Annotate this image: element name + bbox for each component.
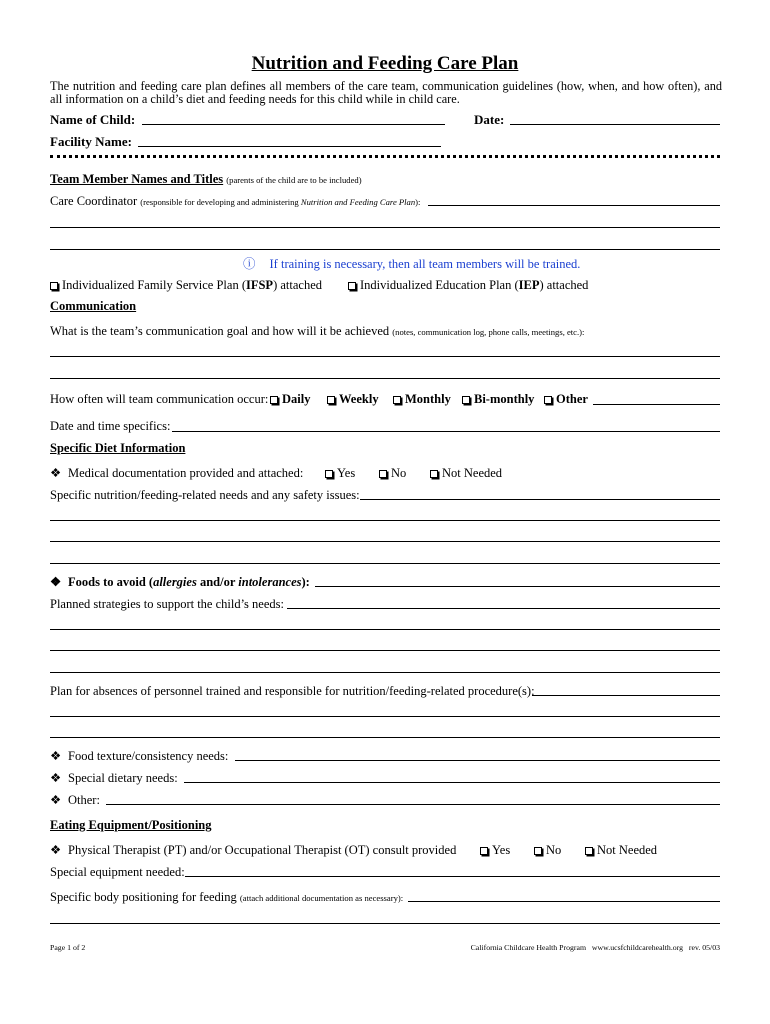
positioning-label <box>50 890 403 906</box>
facility-name-field[interactable] <box>138 146 441 147</box>
other-needs-text: Other: <box>68 793 100 807</box>
team-line-1[interactable] <box>50 227 720 228</box>
communication-line-1[interactable] <box>50 356 720 357</box>
footer-rev: rev. 05/03 <box>688 943 720 952</box>
intro-paragraph: The nutrition and feeding care plan defines all members of the care team, communication guidelines (how, when, and how often), and all information on a child’s diet and feeding needs for this child while in child care. <box>50 79 722 106</box>
footer-website: www.ucsfchildcarehealth.org <box>591 943 684 952</box>
medical-not-needed-checkbox[interactable] <box>430 470 438 478</box>
facility-name-label: Facility Name: <box>50 134 132 149</box>
weekly-checkbox[interactable] <box>327 396 335 404</box>
communication-line-2[interactable] <box>50 378 720 379</box>
ptot-yes-label: Yes <box>492 843 511 857</box>
date-label: Date: <box>474 112 505 127</box>
medical-yes-checkbox[interactable] <box>325 470 333 478</box>
option-daily[interactable] <box>270 392 310 407</box>
foods-avoid-label <box>50 575 310 590</box>
ptot-no-label: No <box>546 843 562 857</box>
weekly-label: Weekly <box>339 392 379 406</box>
medical-doc-text: Medical documentation provided and attached: <box>68 466 304 480</box>
texture-label <box>50 749 228 764</box>
positioning-note: (attach additional documentation as necessary): <box>239 893 404 903</box>
special-dietary-field[interactable] <box>184 782 720 783</box>
other-frequency-field[interactable] <box>593 404 720 405</box>
foods-avoid-intolerances: intolerances <box>238 575 302 589</box>
ifsp-checkbox-row[interactable] <box>50 278 322 293</box>
footer-program: California Childcare Health Program <box>470 943 587 952</box>
monthly-label: Monthly <box>405 392 451 406</box>
ifsp-checkbox[interactable] <box>50 282 58 290</box>
special-equipment-label: Special equipment needed: <box>50 865 185 879</box>
medical-not-needed[interactable] <box>430 466 502 481</box>
date-field[interactable] <box>510 124 720 125</box>
ptot-no[interactable] <box>534 843 561 858</box>
foods-avoid-b: ): <box>301 575 310 589</box>
date-time-label: Date and time specifics: <box>50 419 171 433</box>
info-icon: ⓘ <box>243 257 256 271</box>
ifsp-label-bold: IFSP <box>245 278 274 292</box>
diet-heading: Specific Diet Information <box>50 441 186 455</box>
absences-line-2[interactable] <box>50 737 720 738</box>
other-checkbox[interactable] <box>544 396 552 404</box>
medical-no[interactable] <box>379 466 406 481</box>
team-heading-row <box>50 172 362 188</box>
team-heading: Team Member Names and Titles <box>50 172 224 186</box>
ptot-not-needed-label: Not Needed <box>597 843 658 857</box>
bullet-icon: ❖ <box>50 575 62 589</box>
communication-goal-label <box>50 324 584 340</box>
ptot-yes[interactable] <box>480 843 510 858</box>
bullet-icon: ❖ <box>50 466 62 480</box>
date-time-field[interactable] <box>172 431 720 432</box>
positioning-field[interactable] <box>408 901 720 902</box>
strategies-line-1[interactable] <box>50 629 720 630</box>
page-title: Nutrition and Feeding Care Plan <box>251 53 519 74</box>
texture-text: Food texture/consistency needs: <box>68 749 229 763</box>
ifsp-label-a: Individualized Family Service Plan ( <box>62 278 246 292</box>
equipment-heading: Eating Equipment/Positioning <box>50 818 212 832</box>
care-coordinator-field[interactable] <box>428 205 720 206</box>
ptot-not-needed[interactable] <box>585 843 657 858</box>
bullet-icon: ❖ <box>50 793 62 807</box>
ptot-yes-checkbox[interactable] <box>480 847 488 855</box>
pt-ot-text: Physical Therapist (PT) and/or Occupational Therapist (OT) consult provided <box>68 843 457 857</box>
bullet-icon: ❖ <box>50 843 62 857</box>
special-dietary-label <box>50 771 178 786</box>
specific-needs-line-1[interactable] <box>50 520 720 521</box>
communication-heading: Communication <box>50 299 137 313</box>
ptot-no-checkbox[interactable] <box>534 847 542 855</box>
bullet-icon: ❖ <box>50 771 62 785</box>
training-note: If training is necessary, then all team members will be trained. <box>269 257 581 271</box>
other-label: Other <box>556 392 588 406</box>
communication-goal-text: What is the team’s communication goal and how will it be achieved <box>50 324 390 338</box>
communication-goal-note: (notes, communication log, phone calls, meetings, etc.): <box>392 327 585 337</box>
option-weekly[interactable] <box>327 392 379 407</box>
training-note-row <box>243 257 580 272</box>
positioning-text: Specific body positioning for feeding <box>50 890 237 904</box>
ifsp-label-b: ) attached <box>273 278 323 292</box>
medical-no-label: No <box>391 466 407 480</box>
iep-checkbox[interactable] <box>348 282 356 290</box>
iep-label-bold: IEP <box>518 278 540 292</box>
absences-field[interactable] <box>532 695 720 696</box>
special-equipment-field[interactable] <box>185 876 720 877</box>
medical-yes-label: Yes <box>337 466 356 480</box>
option-bimonthly[interactable] <box>462 392 534 407</box>
medical-not-needed-label: Not Needed <box>442 466 503 480</box>
ptot-not-needed-checkbox[interactable] <box>585 847 593 855</box>
foods-avoid-a: Foods to avoid ( <box>68 575 154 589</box>
team-line-2[interactable] <box>50 249 720 250</box>
name-of-child-field[interactable] <box>142 124 445 125</box>
medical-no-checkbox[interactable] <box>379 470 387 478</box>
special-dietary-text: Special dietary needs: <box>68 771 178 785</box>
strategies-line-3[interactable] <box>50 672 720 673</box>
iep-label-a: Individualized Education Plan ( <box>360 278 519 292</box>
cc-note-italic: Nutrition and Feeding Care Plan <box>300 197 416 207</box>
daily-label: Daily <box>282 392 311 406</box>
specific-needs-line-3[interactable] <box>50 563 720 564</box>
medical-doc-label <box>50 466 303 481</box>
bimonthly-label: Bi-monthly <box>474 392 535 406</box>
care-coordinator-text: Care Coordinator <box>50 194 138 208</box>
foods-avoid-field[interactable] <box>315 586 720 587</box>
texture-field[interactable] <box>235 760 720 761</box>
team-heading-note: (parents of the child are to be included) <box>226 175 362 185</box>
monthly-checkbox[interactable] <box>393 396 401 404</box>
medical-yes[interactable] <box>325 466 355 481</box>
other-needs-field[interactable] <box>106 804 720 805</box>
option-monthly[interactable] <box>393 392 451 407</box>
other-needs-label <box>50 793 100 808</box>
pt-ot-label <box>50 843 456 858</box>
how-often-label: How often will team communication occur: <box>50 392 269 406</box>
bullet-icon: ❖ <box>50 749 62 763</box>
care-coordinator-label <box>50 194 420 210</box>
strategies-line-2[interactable] <box>50 650 720 651</box>
footer-info <box>471 943 720 952</box>
section-divider <box>50 155 720 158</box>
daily-checkbox[interactable] <box>270 396 278 404</box>
option-other[interactable] <box>544 392 588 407</box>
footer-page-number: Page 1 of 2 <box>50 943 86 952</box>
iep-checkbox-row[interactable] <box>348 278 588 293</box>
absences-label: Plan for absences of personnel trained and responsible for nutrition/feeding-related procedure(s): <box>50 684 535 698</box>
specific-needs-field[interactable] <box>360 499 720 500</box>
specific-needs-line-2[interactable] <box>50 541 720 542</box>
strategies-field[interactable] <box>287 608 720 609</box>
name-of-child-label: Name of Child: <box>50 112 136 127</box>
specific-needs-label: Specific nutrition/feeding-related needs and any safety issues: <box>50 488 360 502</box>
strategies-label: Planned strategies to support the child’s needs: <box>50 597 284 611</box>
iep-label-b: ) attached <box>539 278 589 292</box>
cc-note-b: ): <box>415 197 421 207</box>
bimonthly-checkbox[interactable] <box>462 396 470 404</box>
foods-avoid-mid: and/or <box>196 575 239 589</box>
foods-avoid-allergies: allergies <box>153 575 197 589</box>
cc-note-a: (responsible for developing and administering <box>140 197 301 207</box>
positioning-line-1[interactable] <box>50 923 720 924</box>
absences-line-1[interactable] <box>50 716 720 717</box>
